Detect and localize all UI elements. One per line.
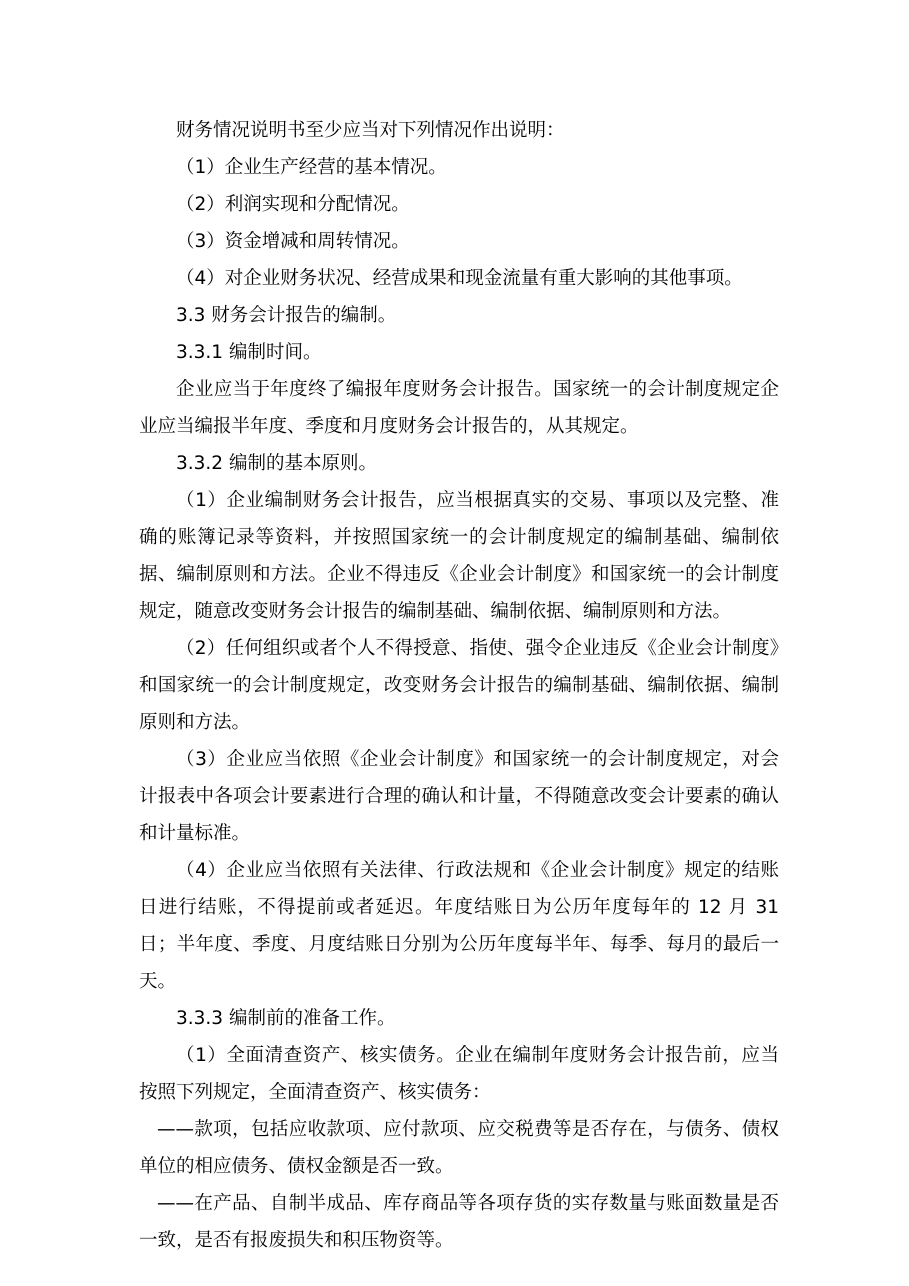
paragraph-item-3: （3）资金增减和周转情况。 [176,231,410,252]
section-heading-3-3-1: 3.3.1 编制时间。 [176,342,322,363]
paragraph-dash-item-receivables: ——款项，包括应收款项、应付款项、应交税费等是否存在，与债务、债权单位的相应债务、债权金额是否一致。 [139,1119,779,1177]
section-heading-3-3: 3.3 财务会计报告的编制。 [176,305,397,326]
paragraph-principle-3: （3）企业应当依照《企业会计制度》和国家统一的会计制度规定，对会计报表中各项会计要素进行合理的确认和计量，不得随意改变会计要素的确认和计量标准。 [139,749,779,844]
paragraph-prep-1: （1）全面清查资产、核实债务。企业在编制年度财务会计报告前，应当按照下列规定，全面清查资产、核实债务： [139,1045,779,1103]
section-heading-3-3-2: 3.3.2 编制的基本原则。 [176,453,377,474]
document-body [139,112,779,1259]
paragraph-principle-2: （2）任何组织或者个人不得授意、指使、强令企业违反《企业会计制度》和国家统一的会计制度规定，改变财务会计报告的编制基础、编制依据、编制原则和方法。 [139,638,779,733]
paragraph-item-2: （2）利润实现和分配情况。 [176,194,410,215]
paragraph-intro: 财务情况说明书至少应当对下列情况作出说明： [176,120,565,141]
paragraph-item-4: （4）对企业财务状况、经营成果和现金流量有重大影响的其他事项。 [176,268,743,289]
section-heading-3-3-3: 3.3.3 编制前的准备工作。 [176,1008,396,1029]
paragraph-timing: 企业应当于年度终了编报年度财务会计报告。国家统一的会计制度规定企业应当编报半年度、季度和月度财务会计报告的，从其规定。 [139,379,779,437]
paragraph-item-1: （1）企业生产经营的基本情况。 [176,157,447,178]
paragraph-principle-4: （4）企业应当依照有关法律、行政法规和《企业会计制度》规定的结账日进行结账，不得提前或者延迟。年度结账日为公历年度每年的 12 月 31 日；半年度、季度、月度结账日分别为公历年度每半年、每季、每月的最后一天。 [139,860,779,992]
paragraph-principle-1: （1）企业编制财务会计报告，应当根据真实的交易、事项以及完整、准确的账簿记录等资料，并按照国家统一的会计制度规定的编制基础、编制依据、编制原则和方法。企业不得违反《企业会计制度》和国家统一的会计制度规定，随意改变财务会计报告的编制基础、编制依据、编制原则和方法。 [139,490,779,622]
paragraph-dash-item-inventory: ——在产品、自制半成品、库存商品等各项存货的实存数量与账面数量是否一致，是否有报废损失和积压物资等。 [139,1193,779,1251]
